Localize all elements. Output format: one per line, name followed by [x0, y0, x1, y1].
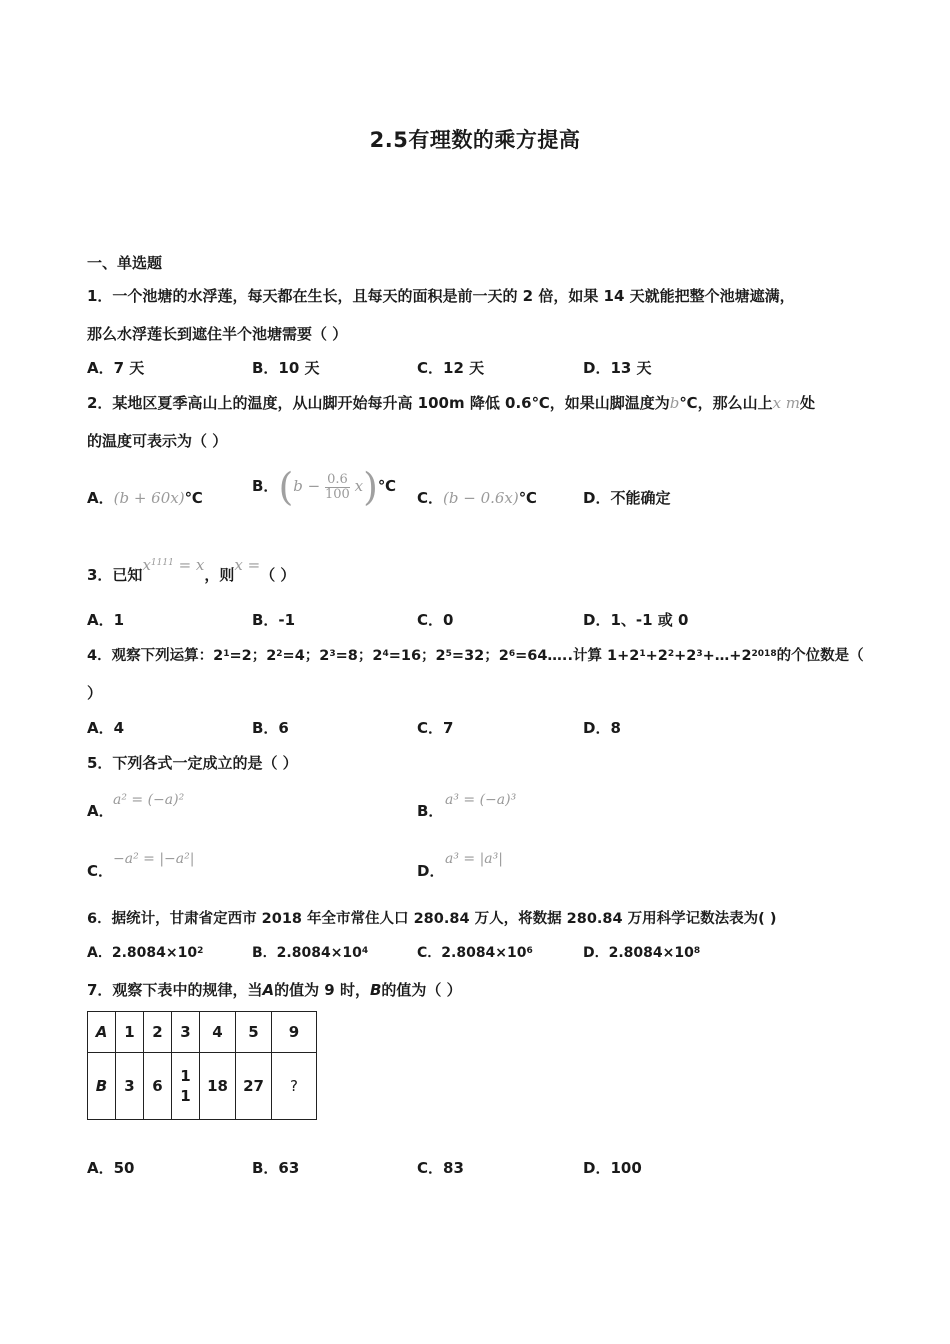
q4-exp: 2	[667, 649, 675, 659]
q3-suffix: （ ）	[260, 566, 296, 584]
q6-option-a-text: A．2.8084×10	[87, 945, 198, 961]
q4-exp: 2018	[751, 649, 777, 659]
q2-option-b-unit: ℃	[377, 477, 397, 495]
q2-text-end: 处	[800, 394, 816, 412]
table-cell: ?	[272, 1053, 317, 1120]
q2-option-a-unit: ℃	[184, 489, 203, 507]
q4-text: 的个位数是（	[776, 648, 864, 664]
q1-line1: 1．一个池塘的水浮莲，每天都在生长，且每天的面积是前一天的 2 倍，如果 14 天就能把整个池塘遮满，	[87, 287, 795, 305]
q4-line1	[87, 646, 864, 666]
q4-text: =64…..计算 1+2	[515, 648, 640, 664]
q2-var-b: b	[669, 394, 680, 412]
q6-option-a	[87, 943, 203, 963]
q2-option-c-label: C．	[417, 489, 444, 507]
q6-option-d-text: D．2.8084×10	[583, 945, 694, 961]
q4-option-b: B．6	[252, 719, 289, 737]
q7-text-a: 7．观察下表中的规律，当	[87, 981, 263, 999]
q5-option-b-math: a³ = (−a)³	[445, 792, 517, 808]
q3-equation-2: x =	[234, 556, 261, 574]
q7-option-d: D．100	[583, 1159, 642, 1177]
q4-text: +2	[645, 648, 668, 664]
q2-var-xm: x m	[772, 394, 801, 412]
q2-option-b	[252, 464, 396, 509]
q4-option-d: D．8	[583, 719, 621, 737]
q6-option-b	[252, 943, 368, 963]
q4-exp: 2	[276, 649, 283, 659]
q5-option-d-math: a³ = |a³|	[445, 851, 503, 867]
q2-option-b-pre: b −	[293, 477, 321, 495]
q3-option-c: C．0	[417, 611, 454, 629]
section-heading: 一、单选题	[87, 254, 163, 272]
q7-text-b: 的值为 9 时，	[274, 981, 370, 999]
q2-option-a	[87, 488, 203, 508]
fraction-denominator: 100	[325, 486, 350, 502]
q3-question	[87, 556, 296, 588]
q2-option-b-math: (b − $\frac{0.6}{100}$ x)	[278, 465, 378, 509]
table-cell: 5	[236, 1012, 272, 1053]
q5-option-d-label: D．	[417, 862, 445, 880]
q7-option-b: B．63	[252, 1159, 300, 1177]
q2-option-b-post: x	[354, 477, 364, 495]
q1-option-c: C．12 天	[417, 359, 485, 377]
q5-question: 5．下列各式一定成立的是（ ）	[87, 754, 298, 772]
q6-option-d	[583, 943, 700, 963]
q1-option-b: B．10 天	[252, 359, 320, 377]
q1-line2: 那么水浮莲长到遮住半个池塘需要（ ）	[87, 325, 348, 343]
page-title: 2.5有理数的乘方提高	[369, 128, 581, 152]
table-cell: 9	[272, 1012, 317, 1053]
q6-option-d-exp: 8	[693, 946, 701, 956]
q2-option-c	[417, 488, 537, 508]
q4-text: +2	[674, 648, 697, 664]
q5-option-c-label: C．	[87, 862, 114, 880]
table-cell: 4	[200, 1012, 236, 1053]
q7-var-b: B	[369, 981, 382, 999]
q7-var-a: A	[262, 981, 275, 999]
q2-text-a: 2．某地区夏季高山上的温度，从山脚开始每升高 100m 降低 0.6℃，如果山脚温度为	[87, 394, 670, 412]
q6-option-c-text: C．2.8084×10	[417, 945, 527, 961]
q4-exp: 5	[445, 649, 452, 659]
q7-option-a: A．50	[87, 1159, 135, 1177]
q2-option-a-math: (b + 60x)	[113, 489, 185, 507]
q2-option-d: D．不能确定	[583, 489, 671, 507]
q2-text-unit: ℃，那么山上	[679, 394, 773, 412]
q6-option-c	[417, 943, 533, 963]
q6-option-c-exp: 6	[526, 946, 533, 956]
q2-option-b-fraction	[325, 473, 350, 502]
q6-option-a-exp: 2	[197, 946, 204, 956]
fraction-numerator: 0.6	[325, 473, 350, 488]
q1-option-a: A．7 天	[87, 359, 145, 377]
q4-exp: 1	[223, 649, 230, 659]
q4-text: +…+2	[702, 648, 752, 664]
q4-exp: 3	[696, 649, 703, 659]
q4-text: =8；2	[335, 648, 383, 664]
q5-option-a-label: A．	[87, 802, 114, 820]
q3-equation-1	[142, 556, 204, 574]
q4-exp: 4	[382, 649, 389, 659]
q4-line2: ）	[87, 684, 103, 702]
table-cell: 2	[144, 1012, 172, 1053]
q2-option-c-math: (b − 0.6x)	[443, 489, 519, 507]
q3-prefix: 3．已知	[87, 566, 143, 584]
q4-text: =2；2	[229, 648, 277, 664]
q4-exp: 6	[508, 649, 516, 659]
q4-exp: 1	[639, 649, 646, 659]
q3-option-b: B．-1	[252, 611, 296, 629]
q3-option-a: A．1	[87, 611, 125, 629]
table-row-a	[88, 1012, 317, 1053]
q4-exp: 3	[329, 649, 336, 659]
q2-option-b-label: B．	[252, 477, 279, 495]
q4-text: =4；2	[282, 648, 330, 664]
q2-option-a-label: A．	[87, 489, 114, 507]
q4-option-a: A．4	[87, 719, 125, 737]
q4-text: =16；2	[388, 648, 446, 664]
table-cell: 27	[236, 1053, 272, 1120]
table-cell: B	[88, 1053, 116, 1120]
q7-question	[87, 980, 462, 1000]
q7-text-c: 的值为（ ）	[381, 981, 462, 999]
q6-option-b-text: B．2.8084×10	[252, 945, 362, 961]
q7-option-c: C．83	[417, 1159, 464, 1177]
q5-option-b-label: B．	[417, 802, 444, 820]
q2-line1	[87, 393, 815, 413]
q3-eq1-exp: 1111	[150, 558, 174, 568]
q3-mid: ，则	[204, 566, 235, 584]
table-cell: 3	[172, 1012, 200, 1053]
q7-table	[87, 1011, 317, 1120]
q2-line2: 的温度可表示为（ ）	[87, 432, 228, 450]
q2-option-c-unit: ℃	[518, 489, 537, 507]
q6-question: 6．据统计，甘肃省定西市 2018 年全市常住人口 280.84 万人，将数据 280.84 万用科学记数法表为( )	[87, 911, 777, 927]
table-cell: 1	[116, 1012, 144, 1053]
q3-eq1-rhs: = x	[173, 556, 205, 574]
table-cell: 1 1	[172, 1053, 200, 1120]
q4-text: 4．观察下列运算：2	[87, 648, 224, 664]
table-cell: 6	[144, 1053, 172, 1120]
q5-option-a-math: a² = (−a)²	[113, 792, 185, 808]
q5-option-c-math: −a² = |−a²|	[113, 851, 195, 867]
table-cell: A	[88, 1012, 116, 1053]
q6-option-b-exp: 4	[361, 946, 369, 956]
q4-option-c: C．7	[417, 719, 454, 737]
table-row-b	[88, 1053, 317, 1120]
q4-text: =32；2	[451, 648, 509, 664]
q3-option-d: D．1、-1 或 0	[583, 611, 689, 629]
table-cell: 18	[200, 1053, 236, 1120]
q1-option-d: D．13 天	[583, 359, 652, 377]
table-cell: 3	[116, 1053, 144, 1120]
q3-eq1-base: x	[142, 556, 151, 574]
